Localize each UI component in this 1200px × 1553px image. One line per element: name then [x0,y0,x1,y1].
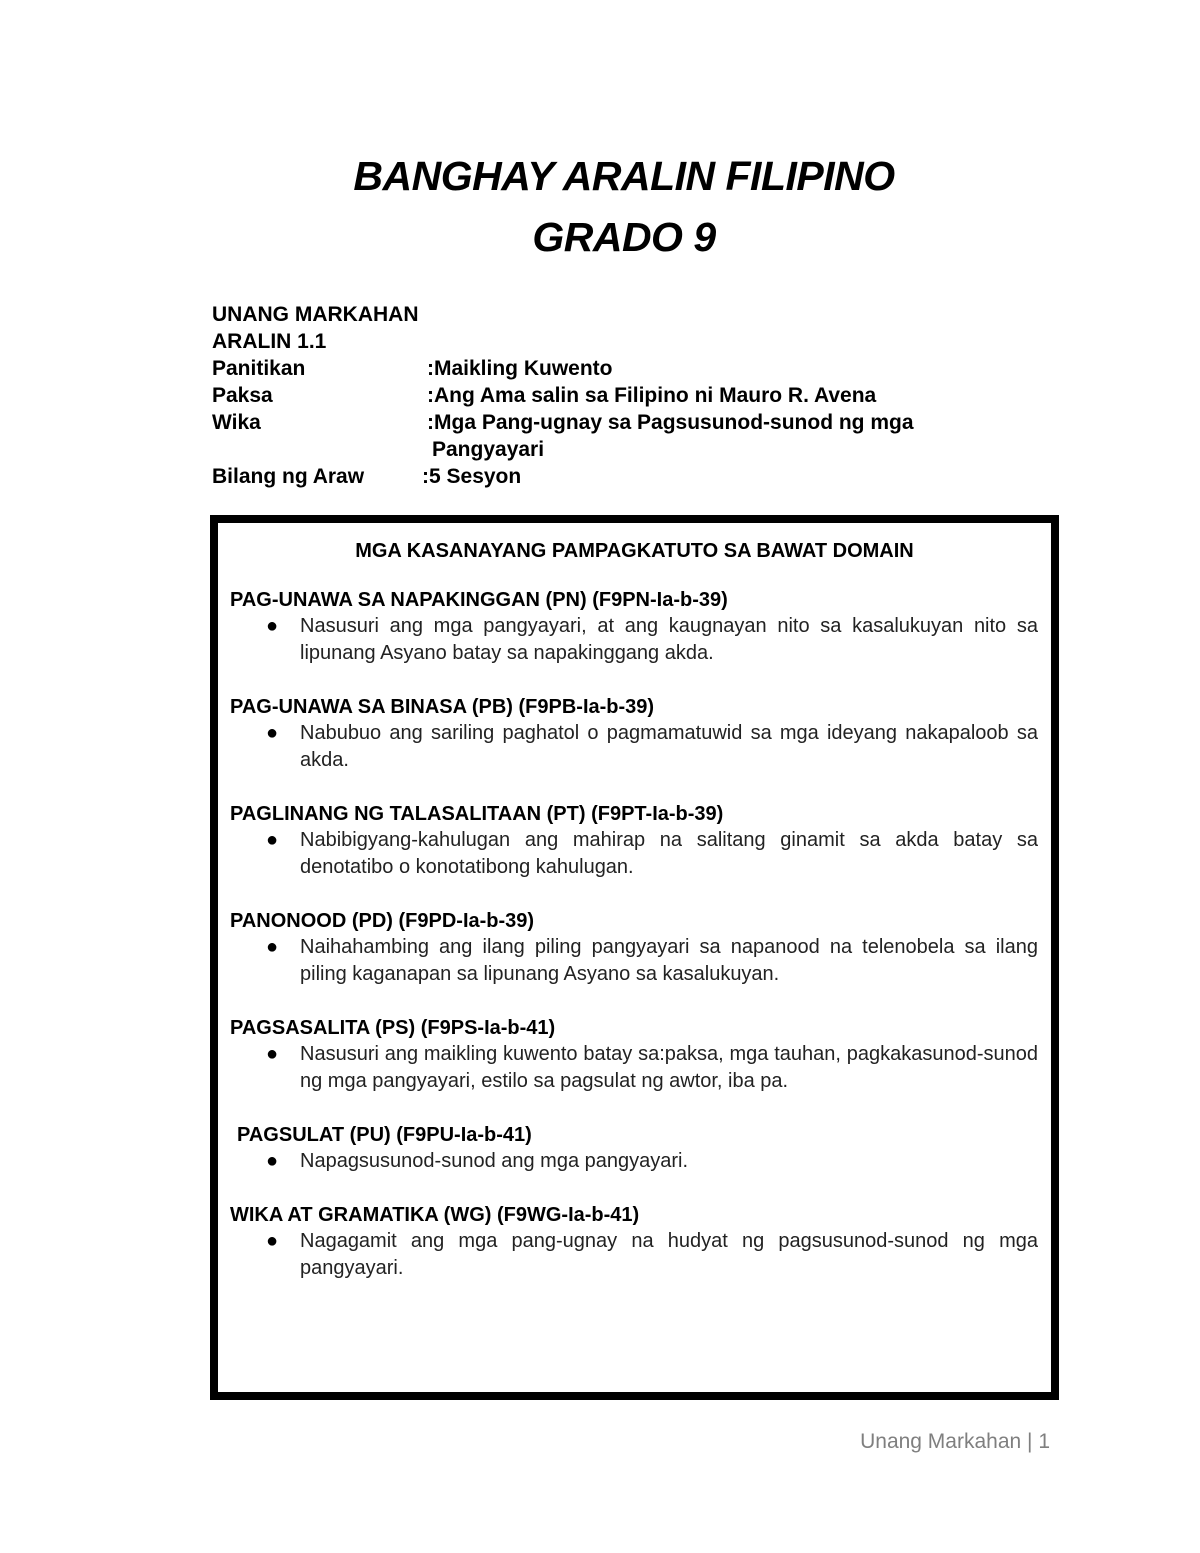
list-item [266,720,1046,774]
list-item [266,1148,1046,1175]
section-pu [230,1122,1046,1175]
section-pn [230,587,1046,667]
meta-row-panitikan [212,355,914,382]
bullet-text: Nagagamit ang mga pang-ugnay na hudyat ng pagsusunod-sunod ng mga pangyayari. [300,1230,1038,1279]
bullet-text: Napagsusunod-sunod ang mga pangyayari. [300,1150,689,1172]
list-item [266,827,1046,881]
meta-row-wika [212,409,914,436]
list-item [266,934,1046,988]
lesson-info [212,301,914,490]
meta-label: Wika [212,411,261,434]
bullet-icon: ● [266,1150,279,1172]
bullet-text: Nabibigyang-kahulugan ang mahirap na salitang ginamit sa akda batay sa denotatibo o konotatibong kahulugan. [300,829,1038,878]
document-subtitle-grade: GRADO 9 [532,214,716,260]
section-heading: PAGSULAT (PU) (F9PU-Ia-b-41) [237,1124,532,1146]
list-item [266,1228,1046,1282]
page-footer: Unang Markahan | 1 [860,1430,1050,1453]
meta-label: Bilang ng Araw [212,465,365,488]
bullet-text: Nasusuri ang maikling kuwento batay sa:paksa, mga tauhan, pagkakasunod-sunod ng mga pangyayari, estilo sa pagsulat ng awtor, iba pa. [300,1043,1038,1092]
lesson-label [212,328,914,355]
section-wg [230,1202,1046,1282]
bullet-text: Nasusuri ang mga pangyayari, at ang kaugnayan nito sa kasalukuyan nito sa lipunang Asyano batay sa napakinggang akda. [300,615,1038,664]
competencies-box [210,515,1059,1400]
section-heading: PAG-UNAWA SA BINASA (PB) (F9PB-Ia-b-39) [230,696,655,718]
meta-label-empty [212,436,427,463]
bullet-icon: ● [266,1230,279,1252]
meta-value: :Mga Pang-ugnay sa Pagsusunod-sunod ng mga [427,411,914,434]
list-item [266,613,1046,667]
meta-value: :Ang Ama salin sa Filipino ni Mauro R. Avena [427,384,877,407]
section-pt [230,801,1046,881]
bullet-icon: ● [266,1043,279,1065]
section-heading: WIKA AT GRAMATIKA (WG) (F9WG-Ia-b-41) [230,1204,640,1226]
document-title: BANGHAY ARALIN FILIPINO [353,153,895,199]
bullet-icon: ● [266,615,279,637]
bullet-text: Naihahambing ang ilang piling pangyayari sa napanood na telenobela sa ilang piling kaganapan sa lipunang Asyano sa kasalukuyan. [300,936,1038,985]
section-heading: PAGLINANG NG TALASALITAAN (PT) (F9PT-Ia-b-39) [230,803,724,825]
meta-row-wika-continuation [212,436,914,463]
section-heading: PAG-UNAWA SA NAPAKINGGAN (PN) (F9PN-Ia-b-39) [230,589,728,611]
section-ps [230,1015,1046,1095]
section-heading: PAGSASALITA (PS) (F9PS-Ia-b-41) [230,1017,556,1039]
bullet-icon: ● [266,722,279,744]
meta-label: Paksa [212,384,273,407]
section-heading: PANONOOD (PD) (F9PD-Ia-b-39) [230,910,535,932]
meta-value: :Maikling Kuwento [427,357,613,380]
section-pd [230,908,1046,988]
bullet-icon: ● [266,829,279,851]
meta-label: Panitikan [212,357,306,380]
quarter-text: UNANG MARKAHAN [212,303,419,326]
meta-value-continuation: Pangyayari [432,438,545,461]
section-pb [230,694,1046,774]
bullet-icon: ● [266,936,279,958]
list-item [266,1041,1046,1095]
bullet-text: Nabubuo ang sariling paghatol o pagmamatuwid sa mga ideyang nakapaloob sa akda. [300,722,1038,771]
meta-row-paksa [212,382,914,409]
meta-value: :5 Sesyon [422,465,522,488]
lesson-text: ARALIN 1.1 [212,330,327,353]
competency-sections [230,587,1046,1309]
competencies-title: MGA KASANAYANG PAMPAGKATUTO SA BAWAT DOMAIN [355,540,914,562]
quarter-label [212,301,914,328]
meta-row-bilang-ng-araw [212,463,914,490]
